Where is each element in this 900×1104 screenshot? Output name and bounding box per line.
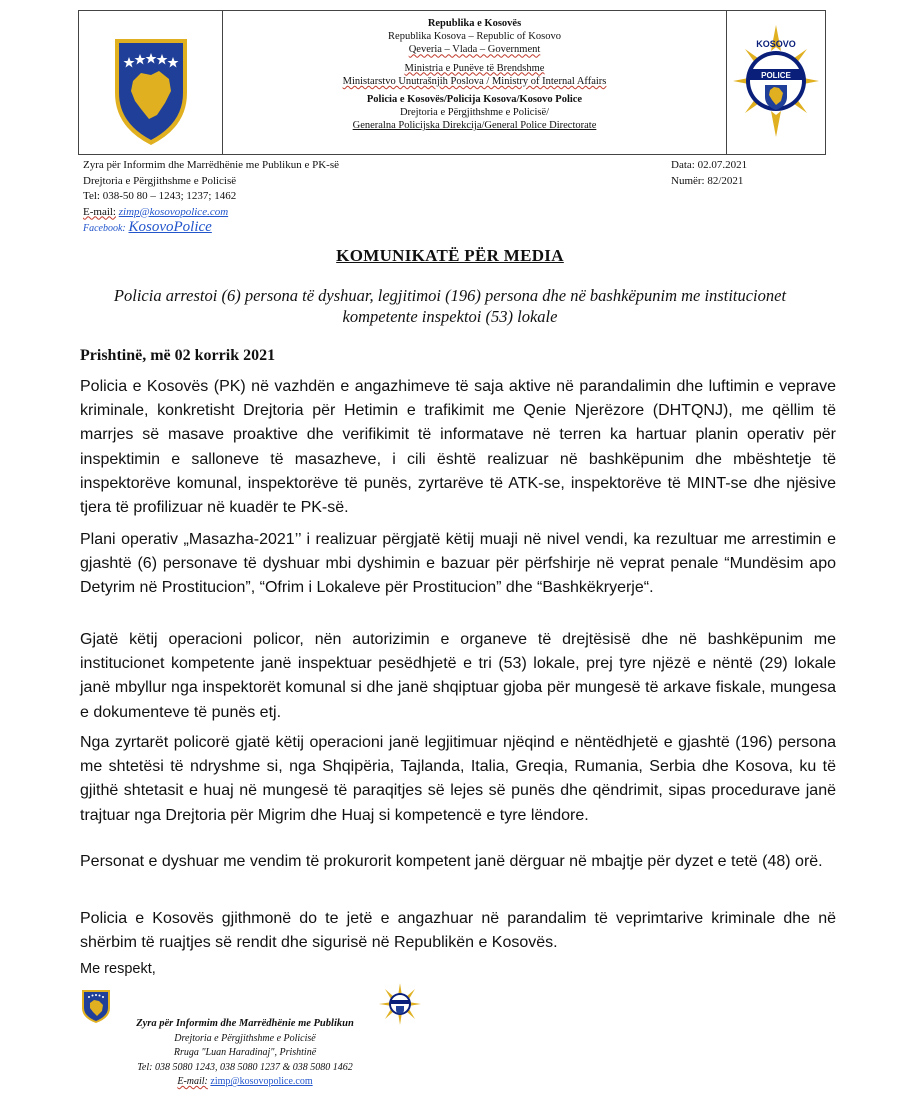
signature-directorate: Drejtoria e Përgjithshme e Policisë — [174, 1032, 316, 1044]
paragraph-5: Personat e dyshuar me vendim të prokurorit kompetent janë dërguar në mbajtje për dyzet e tetë (48) orë. — [80, 853, 823, 870]
paragraph-1: Policia e Kosovës (PK) në vazhdën e angazhimeve të saja aktive në parandalimin dhe luftimin e veprave kriminale, konkretisht Drejtoria për Hetimin e trafikimit me Qenie Njerëzore (DHTQNJ), me qëllim të marrjes së masave proaktive dhe verifikimit të informatave në terren ka hartuar planin operativ për inspektimin e salloneve të masazheve, i cili është realizuar në bashkëpunim dhe mbështetje të inspektorëve komunal, inspektorëve të punës, zyrtarëve të ATK-se, inspektorëve të MINT-se dhe njësive tjera të profilizuar në kuadër te PK-së. — [80, 378, 836, 517]
document-title: KOMUNIKATË PËR MEDIA — [336, 246, 564, 265]
kosovo-police-badge-icon — [727, 11, 825, 154]
signature-street: Rruga "Luan Haradinaj", Prishtinë — [173, 1047, 317, 1058]
kosovo-coat-of-arms-icon — [79, 11, 223, 154]
letterhead-left-cell — [79, 11, 223, 154]
header-line-government: Qeveria – Vlada – Government — [408, 44, 541, 56]
paragraph-6: Policia e Kosovës gjithmonë do te jetë e angazhuar në parandalim të veprimtarive kriminale dhe në shërbim të ruajtjes së rendit dhe sigurisë në Republikën e Kosovës. — [80, 910, 836, 952]
kosovo-police-badge-small-icon — [378, 982, 422, 1026]
office-name: Zyra për Informim dhe Marrëdhënie me Publikun e PK-së — [83, 159, 339, 171]
signature-email-label: E-mail: — [177, 1076, 208, 1087]
letterhead — [78, 10, 826, 155]
letterhead-right-cell — [727, 11, 825, 154]
email-link[interactable]: zimp@kosovopolice.com — [118, 205, 229, 218]
header-line-directorate-translations: Generalna Policijska Direkcija/General Police Directorate — [352, 120, 597, 132]
header-line-republic: Republika e Kosovës — [427, 18, 522, 29]
document-number: Numër: 82/2021 — [671, 174, 744, 187]
directorate-name: Drejtoria e Përgjithshme e Policisë — [83, 174, 237, 187]
paragraph-4: Nga zyrtarët policorë gjatë këtij operacioni janë legjitimuar njëqind e nëntëdhjetë e gjashtë (196) persona me shtetësi të ndryshme si, nga Shqipëria, Tajlanda, Italia, Greqia, Rumania, Serbia dhe Kosova, ku të gjithë shtetasit e huaj në mungesë të paraqitjes së lejes së punës dhe qëndrimit, sipas procedurave janë trajtuar nga Drejtoria për Migrim dhe Huaj si kompetencë e tyre lëndore. — [80, 734, 836, 824]
header-line-ministry-translations: Ministarstvo Unutrašnjih Poslova / Ministry of Internal Affairs — [342, 75, 607, 87]
phone-numbers: Tel: 038-50 80 – 1243; 1237; 1462 — [83, 190, 237, 202]
signature-block — [110, 1017, 380, 1090]
email-row — [83, 205, 339, 221]
paragraph-2: Plani operativ „Masazha-2021’’ i realizuar përgjatë këtij muaji në nivel vendi, ka rezultuar me arrestimin e gjashtë (6) personave të dyshuar mbi dyshimin e bazuar për përfshirje në veprat penale “Mundësim apo Detyrim në Prostitucion”, “Ofrim i Lokaleve për Prostitucion” dhe “Bashkëkryerje“. — [80, 531, 836, 597]
document-date: Data: 02.07.2021 — [671, 159, 748, 171]
signature-phone: Tel: 038 5080 1243, 038 5080 1237 & 038 5080 1462 — [137, 1061, 353, 1073]
signature-email-row — [110, 1075, 380, 1090]
badge-text-police: POLICE — [761, 71, 791, 80]
email-label: E-mail: — [83, 205, 116, 218]
header-line-directorate: Drejtoria e Përgjithshme e Policisë/ — [399, 107, 550, 119]
signature-office: Zyra për Informim dhe Marrëdhënie me Publikun — [136, 1018, 354, 1029]
kosovo-coat-of-arms-small-icon — [80, 988, 112, 1024]
header-line-republic-translations: Republika Kosova – Republic of Kosovo — [388, 31, 561, 43]
letterhead-institution-lines — [223, 11, 727, 154]
contact-info — [83, 158, 339, 237]
closing-regards: Me respekt, — [80, 961, 156, 977]
document-reference — [671, 158, 747, 189]
badge-text-kosovo: KOSOVO — [756, 39, 796, 49]
paragraph-3: Gjatë këtij operacioni policor, nën autorizimin e organeve të drejtësisë dhe në bashkëpunim me institucionet kompetente janë inspektuar pesëdhjetë e tri (53) lokale, prej tyre njëzë e nëntë (29) lokale janë mbyllur nga inspektorët komunal si dhe janë shqiptuar gjoba për mungesë të arkave fiskale, mungesa e dokumenteve të punës etj. — [80, 631, 836, 721]
header-line-ministry: Ministria e Punëve të Brendshme — [404, 62, 545, 74]
dateline: Prishtinë, më 02 korrik 2021 — [80, 347, 276, 364]
header-line-police: Policia e Kosovës/Policija Kosova/Kosovo Police — [366, 94, 583, 106]
facebook-row — [83, 220, 339, 237]
facebook-link[interactable]: KosovoPolice — [128, 219, 212, 235]
facebook-label: Facebook: — [83, 223, 126, 234]
signature-email-link[interactable]: zimp@kosovopolice.com — [210, 1076, 313, 1087]
document-subtitle: Policia arrestoi (6) persona të dyshuar, legjitimoi (196) persona dhe në bashkëpunim me institucionet kompetente inspektoi (53) lokale — [113, 286, 787, 326]
